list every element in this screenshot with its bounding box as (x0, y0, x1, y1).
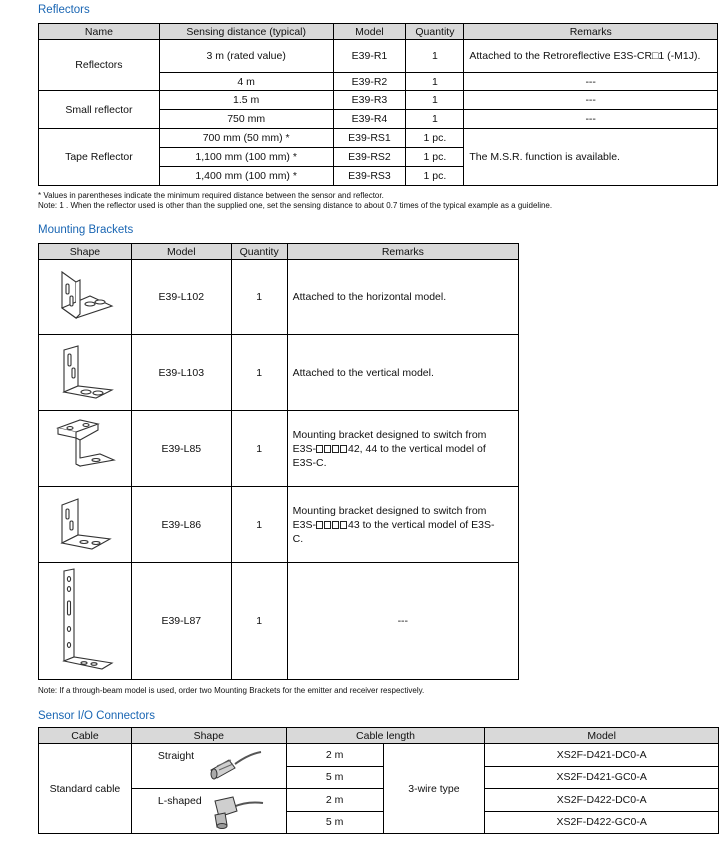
cell-remarks: --- (464, 91, 718, 110)
bracket-l102-icon (52, 266, 118, 328)
table-header-row (39, 728, 719, 744)
reflectors-note: Note: 1 . When the reflector used is other than the supplied one, set the sensing distance to about 0.7 times of the typical example as a guideline. (38, 201, 553, 210)
cell-qty: 1 pc. (406, 129, 464, 148)
box-glyph (340, 521, 347, 529)
cell-distance: 1,100 mm (100 mm) * (159, 148, 333, 167)
box-glyph (316, 445, 323, 453)
cell-model: E39-L87 (131, 563, 231, 680)
header-cable: Cable (39, 728, 132, 744)
cell-model: E39-R3 (333, 91, 406, 110)
box-glyph (332, 521, 339, 529)
box-glyph (316, 521, 323, 529)
cell-model: E39-L103 (131, 335, 231, 411)
cell-qty: 1 (231, 411, 287, 487)
header-shape: Shape (39, 244, 132, 260)
group-name: Reflectors (39, 40, 160, 91)
cell-qty: 1 (231, 487, 287, 563)
table-row (39, 411, 519, 487)
cell-remarks: --- (464, 73, 718, 91)
cell-remarks: The M.S.R. function is available. (464, 129, 718, 186)
table-row (39, 91, 718, 110)
cell-remarks: Attached to the Retroreflective E3S-CR□1 (-M1J). (464, 40, 718, 73)
header-model: Model (485, 728, 719, 744)
cell-remarks: --- (464, 110, 718, 129)
shape-cell (39, 411, 132, 487)
cell-distance: 3 m (rated value) (159, 40, 333, 73)
reflectors-footnote: * Values in parentheses indicate the minimum required distance between the sensor and reflector. (38, 191, 384, 200)
box-glyph (324, 521, 331, 529)
header-cable-length: Cable length (286, 728, 485, 744)
connectors-heading: Sensor I/O Connectors (38, 710, 155, 722)
bracket-l86-icon (52, 495, 118, 555)
cell-model: E39-R2 (333, 73, 406, 91)
group-name: Small reflector (39, 91, 160, 129)
cell-model: XS2F-D421-GC0-A (485, 766, 719, 789)
l-shaped-connector-icon (205, 791, 265, 831)
box-glyph (324, 445, 331, 453)
cell-distance: 4 m (159, 73, 333, 91)
table-row (39, 563, 519, 680)
header-remarks: Remarks (287, 244, 518, 260)
cell-model: E39-RS1 (333, 129, 406, 148)
table-header-row (39, 24, 718, 40)
table-row (39, 487, 519, 563)
box-glyph (340, 445, 347, 453)
header-shape: Shape (131, 728, 286, 744)
cell-model: XS2F-D422-DC0-A (485, 789, 719, 812)
table-row (39, 40, 718, 73)
table-row (39, 789, 719, 812)
cell-distance: 1.5 m (159, 91, 333, 110)
cell-remarks: --- (287, 563, 518, 680)
cell-qty: 1 pc. (406, 148, 464, 167)
header-remarks: Remarks (464, 24, 718, 40)
straight-connector-icon (205, 748, 263, 784)
cell-qty: 1 (406, 40, 464, 73)
cell-model: XS2F-D422-GC0-A (485, 811, 719, 834)
shape-cell (39, 260, 132, 335)
cell-remarks: Attached to the horizontal model. (287, 260, 518, 335)
group-name: Tape Reflector (39, 129, 160, 186)
cell-distance: 1,400 mm (100 mm) * (159, 167, 333, 186)
wire-type-cell: 3-wire type (383, 744, 485, 834)
header-quantity: Quantity (231, 244, 287, 260)
cell-length: 5 m (286, 811, 383, 834)
cell-length: 2 m (286, 744, 383, 767)
header-sensing-distance: Sensing distance (typical) (159, 24, 333, 40)
header-name: Name (39, 24, 160, 40)
cell-model: E39-R1 (333, 40, 406, 73)
header-model: Model (333, 24, 406, 40)
table-row (39, 335, 519, 411)
box-glyph (332, 445, 339, 453)
bracket-l85-icon (50, 416, 120, 482)
cell-model: E39-L102 (131, 260, 231, 335)
cell-remarks: Attached to the vertical model. (287, 335, 518, 411)
shape-cell (39, 335, 132, 411)
shape-label-straight: Straight (157, 750, 195, 762)
shape-cell (131, 789, 286, 834)
table-header-row (39, 244, 519, 260)
shape-label-lshaped: L-shaped (157, 795, 202, 807)
cell-qty: 1 (406, 91, 464, 110)
reflectors-heading: Reflectors (38, 4, 90, 16)
cell-model: E39-RS3 (333, 167, 406, 186)
cell-remarks: Mounting bracket designed to switch from E3S- 43 to the vertical model of E3S- C. (287, 487, 518, 563)
table-row (39, 744, 719, 767)
cell-qty: 1 (231, 335, 287, 411)
cell-length: 2 m (286, 789, 383, 812)
cell-remarks: Mounting bracket designed to switch from E3S- 42, 44 to the vertical model of E3S-C. (287, 411, 518, 487)
reflectors-table (38, 23, 718, 186)
cell-length: 5 m (286, 766, 383, 789)
cell-qty: 1 pc. (406, 167, 464, 186)
cell-model: E39-R4 (333, 110, 406, 129)
shape-cell (39, 563, 132, 680)
shape-cell (131, 744, 286, 789)
bracket-l103-icon (52, 342, 118, 404)
header-quantity: Quantity (406, 24, 464, 40)
brackets-note: Note: If a through-beam model is used, order two Mounting Brackets for the emitter and receiver respectively. (38, 686, 425, 695)
cell-model: E39-RS2 (333, 148, 406, 167)
cell-model: E39-L86 (131, 487, 231, 563)
cable-cell: Standard cable (39, 744, 132, 834)
cell-model: E39-L85 (131, 411, 231, 487)
shape-cell (39, 487, 132, 563)
table-row (39, 129, 718, 148)
cell-distance: 750 mm (159, 110, 333, 129)
brackets-table (38, 243, 519, 680)
cell-qty: 1 (231, 260, 287, 335)
table-row (39, 260, 519, 335)
connectors-table (38, 727, 719, 834)
cell-qty: 1 (406, 110, 464, 129)
cell-qty: 1 (406, 73, 464, 91)
cell-model: XS2F-D421-DC0-A (485, 744, 719, 767)
cell-qty: 1 (231, 563, 287, 680)
bracket-l87-icon (50, 565, 120, 677)
cell-distance: 700 mm (50 mm) * (159, 129, 333, 148)
header-model: Model (131, 244, 231, 260)
brackets-heading: Mounting Brackets (38, 224, 134, 236)
